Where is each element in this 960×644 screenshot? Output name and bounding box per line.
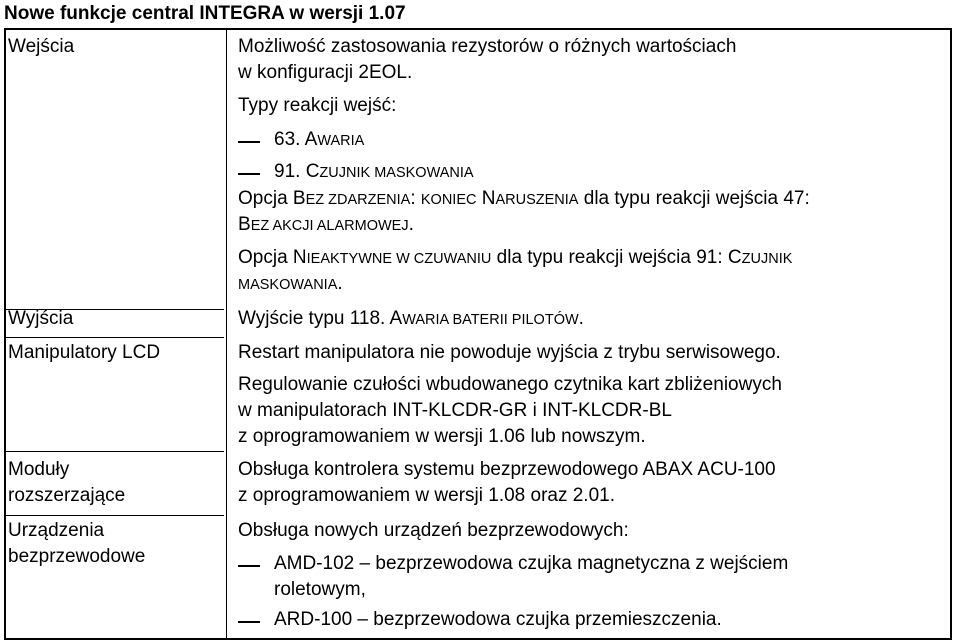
option-bez-zdarzenia-cont: BEZ AKCJI ALARMOWEJ. — [238, 214, 414, 235]
label-manipulatory: Manipulatory LCD — [8, 342, 161, 363]
dash-bullet — [238, 565, 260, 567]
dash-bullet — [238, 621, 260, 623]
manipulatory-line-3: w manipulatorach INT-KLCDR-GR i INT-KLCDR-BL — [238, 400, 672, 421]
label-urzadzenia-2: bezprzewodowe — [8, 546, 146, 567]
moduly-line-1: Obsługa kontrolera systemu bezprzewodowego ABAX ACU-100 — [238, 459, 776, 480]
device-ard-100: ARD-100 – bezprzewodowa czujka przemieszczenia. — [274, 609, 722, 630]
label-wyjscia: Wyjścia — [8, 308, 74, 329]
moduly-line-2: z oprogramowaniem w wersji 1.08 oraz 2.01. — [238, 485, 616, 506]
wejscia-line-2: w konfiguracji 2EOL. — [238, 62, 413, 83]
option-nieaktywne-cont: MASKOWANIA. — [238, 273, 343, 294]
device-amd-102-cont: roletowym, — [274, 579, 366, 600]
dash-bullet — [238, 141, 260, 143]
row-divider — [6, 451, 224, 452]
option-nieaktywne: Opcja NIEAKTYWNE W CZUWANIU dla typu reakcji wejścia 91: CZUJNIK — [238, 247, 793, 268]
wejscia-line-1: Możliwość zastosowania rezystorów o różnych wartościach — [238, 36, 737, 57]
label-moduly-2: rozszerzające — [8, 485, 126, 506]
wyjscia-line-1: Wyjście typu 118. AWARIA BATERII PILOTÓW. — [238, 308, 584, 329]
label-moduly-1: Moduły — [8, 459, 70, 480]
reaction-type-91: 91. CZUJNIK MASKOWANIA — [274, 161, 474, 182]
page-title: Nowe funkcje central INTEGRA w wersji 1.07 — [4, 3, 406, 24]
manipulatory-line-1: Restart manipulatora nie powoduje wyjścia z trybu serwisowego. — [238, 342, 781, 363]
reaction-type-63: 63. AWARIA — [274, 129, 365, 150]
label-wejscia: Wejścia — [8, 36, 75, 57]
option-bez-zdarzenia: Opcja BEZ ZDARZENIA: KONIEC NARUSZENIA dla typu reakcji wejścia 47: — [238, 188, 810, 209]
column-divider — [226, 30, 227, 638]
manipulatory-line-4: z oprogramowaniem w wersji 1.06 lub nowszym. — [238, 426, 646, 447]
label-urzadzenia-1: Urządzenia — [8, 520, 105, 541]
row-divider — [6, 515, 224, 516]
urzadzenia-line-1: Obsługa nowych urządzeń bezprzewodowych: — [238, 520, 629, 541]
dash-bullet — [238, 173, 260, 175]
features-table — [4, 28, 952, 640]
manipulatory-line-2: Regulowanie czułości wbudowanego czytnika kart zbliżeniowych — [238, 374, 782, 395]
device-amd-102: AMD-102 – bezprzewodowa czujka magnetyczna z wejściem — [274, 553, 789, 574]
row-divider — [6, 337, 224, 338]
wejscia-line-3: Typy reakcji wejść: — [238, 95, 397, 116]
